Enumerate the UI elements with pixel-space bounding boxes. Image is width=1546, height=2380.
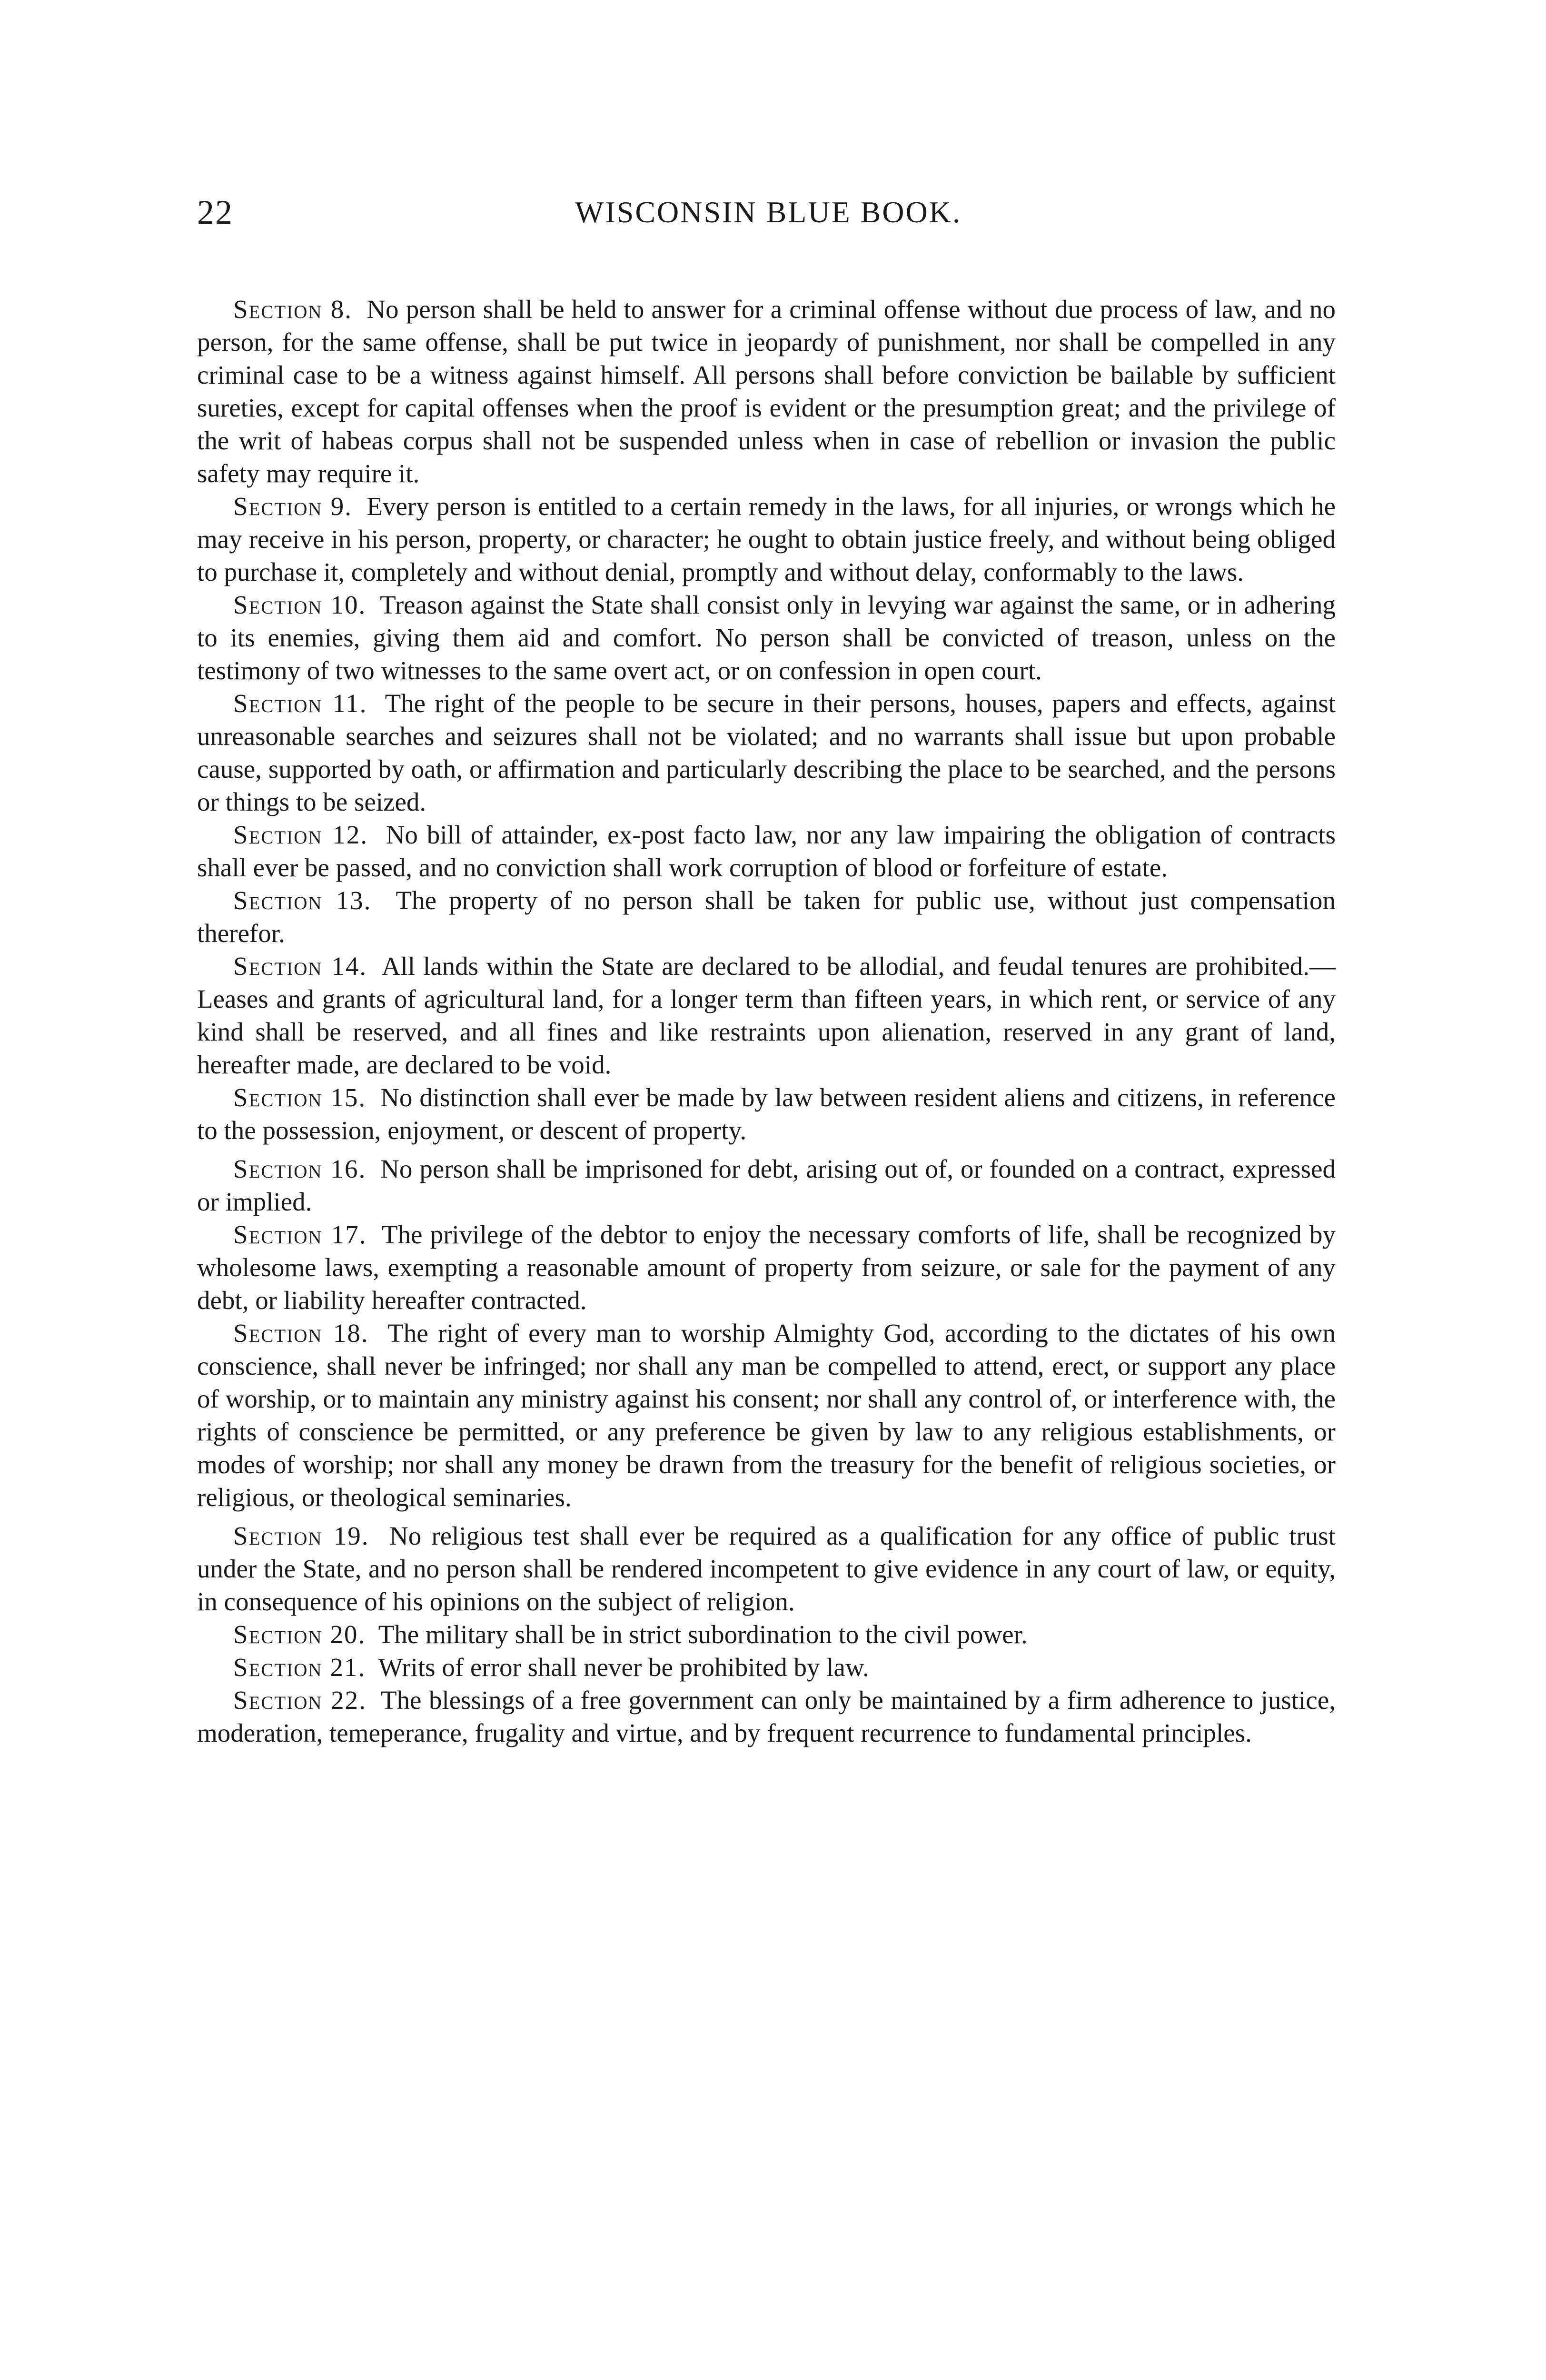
section-label: Section 21. xyxy=(233,1653,366,1682)
section-22 xyxy=(197,1684,1336,1749)
section-label: Section 18. xyxy=(233,1319,369,1348)
section-8 xyxy=(197,293,1336,490)
section-label: Section 12. xyxy=(233,820,368,849)
running-head: WISCONSIN BLUE BOOK. xyxy=(575,195,961,229)
section-text: Writs of error shall never be prohibited by law. xyxy=(378,1653,869,1682)
section-21 xyxy=(197,1651,1336,1684)
section-19 xyxy=(197,1519,1336,1618)
section-text: The privilege of the debtor to enjoy the necessary comforts of life, shall be recognized by wholesome laws, exempting a reasonable amount of property from seizure, or sale for the payment of any debt, or liability hereafter contracted. xyxy=(197,1220,1336,1315)
section-9 xyxy=(197,490,1336,588)
section-14 xyxy=(197,950,1336,1081)
section-15 xyxy=(197,1081,1336,1147)
section-text: No distinction shall ever be made by law between resident aliens and citizens, in reference to the possession, enjoyment, or descent of property. xyxy=(197,1083,1336,1145)
section-20 xyxy=(197,1618,1336,1651)
section-text: The right of the people to be secure in their persons, houses, papers and effects, against unreasonable searches and seizures shall not be violated; and no warrants shall issue but upon probable cause, supported by oath, or affirmation and particularly describing the place to be searched, and the persons or things to be seized. xyxy=(197,689,1336,816)
section-label: Section 16. xyxy=(233,1154,367,1183)
section-10 xyxy=(197,588,1336,687)
section-12 xyxy=(197,818,1336,884)
section-11 xyxy=(197,687,1336,818)
section-text: The right of every man to worship Almighty God, according to the dictates of his own conscience, shall never be infringed; nor shall any man be compelled to attend, erect, or support any place of worship, or to maintain any ministry against his consent; nor shall any control of, or interference with, the rights of conscience be permitted, or any preference be given by law to any religious establishments, or modes of worship; nor shall any money be drawn from the treasury for the benefit of religious societies, or religious, or theological seminaries. xyxy=(197,1319,1336,1512)
section-label: Section 19. xyxy=(233,1521,369,1550)
section-label: Section 10. xyxy=(233,590,367,619)
section-label: Section 20. xyxy=(233,1620,366,1649)
section-label: Section 11. xyxy=(233,689,367,718)
section-label: Section 14. xyxy=(233,952,367,981)
section-label: Section 8. xyxy=(233,295,352,324)
section-text: No bill of attainder, ex-post facto law, nor any law impairing the obligation of contracts shall ever be passed, and no conviction shall work corruption of blood or forfeiture of estate. xyxy=(197,820,1336,882)
section-label: Section 17. xyxy=(233,1220,367,1249)
section-label: Section 15. xyxy=(233,1083,367,1112)
section-text: Every person is entitled to a certain remedy in the laws, for all injuries, or wrongs which he may receive in his person, property, or character; he ought to obtain justice freely, and without being obliged to purchase it, completely and without denial, promptly and without delay, conformably to the laws. xyxy=(197,492,1336,586)
section-text: No religious test shall ever be required as a qualification for any office of public trust under the State, and no person shall be rendered incompetent to give evidence in any court of law, or equity, in consequence of his opinions on the subject of religion. xyxy=(197,1521,1336,1616)
section-label: Section 22. xyxy=(233,1686,367,1715)
section-text: The property of no person shall be taken for public use, without just compensation therefor. xyxy=(197,886,1336,948)
section-text: No person shall be imprisoned for debt, arising out of, or founded on a contract, expressed or implied. xyxy=(197,1154,1336,1216)
section-text: The military shall be in strict subordination to the civil power. xyxy=(378,1620,1028,1649)
section-text: No person shall be held to answer for a criminal offense without due process of law, and no person, for the same offense, shall be put twice in jeopardy of punishment, nor shall be compelled in any criminal case to be a witness against himself. All persons shall before conviction be bailable by sufficient sureties, except for capital offenses when the proof is evident or the presumption great; and the privilege of the writ of habeas corpus shall not be suspended unless when in case of rebellion or invasion the public safety may require it. xyxy=(197,295,1336,488)
section-label: Section 13. xyxy=(233,886,372,915)
section-text: Treason against the State shall consist only in levying war against the same, or in adhering to its enemies, giving them aid and comfort. No person shall be convicted of treason, unless on the testimony of two witnesses to the same overt act, or on confession in open court. xyxy=(197,590,1336,685)
page-number: 22 xyxy=(197,193,233,231)
constitution-text xyxy=(197,293,1336,1749)
section-17 xyxy=(197,1218,1336,1317)
section-text: The blessings of a free government can only be maintained by a firm adherence to justice, moderation, temeperance, frugality and virtue, and by frequent recurrence to fundamental principles. xyxy=(197,1686,1336,1747)
section-16 xyxy=(197,1152,1336,1218)
section-label: Section 9. xyxy=(233,492,352,521)
section-18 xyxy=(197,1317,1336,1514)
section-13 xyxy=(197,884,1336,950)
section-text: All lands within the State are declared to be allodial, and feudal tenures are prohibited.—Leases and grants of agricultural land, for a longer term than fifteen years, in which rent, or service of any kind shall be reserved, and all fines and like restraints upon alienation, reserved in any grant of land, hereafter made, are declared to be void. xyxy=(197,952,1336,1079)
page-header xyxy=(197,193,1339,245)
